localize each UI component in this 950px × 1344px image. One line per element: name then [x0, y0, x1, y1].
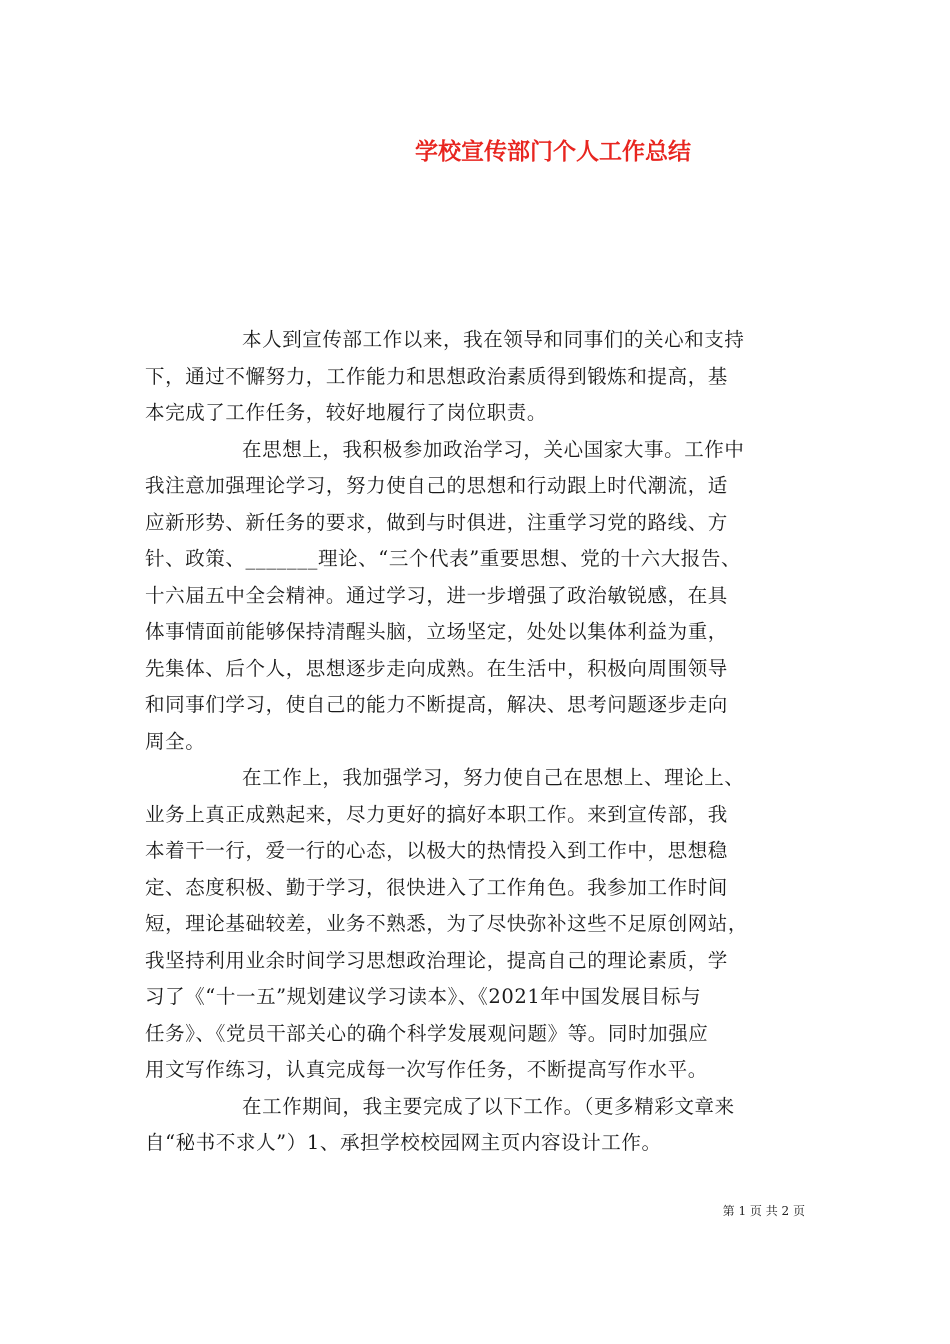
body-line: 定、态度积极、勤于学习，很快进入了工作角色。我参加工作时间 — [145, 875, 728, 899]
body-line: 我注意加强理论学习，努力使自己的思想和行动跟上时代潮流，适 — [145, 474, 728, 497]
body-line: 十六届五中全会精神。通过学习，进一步增强了政治敏锐感，在具 — [145, 583, 728, 607]
body-line: 业务上真正成熟起来，尽力更好的搞好本职工作。来到宣传部，我 — [145, 802, 728, 826]
body-line: 自“秘书不求人”）1、承担学校校园网主页内容设计工作。 — [145, 1131, 662, 1154]
body-line: 先集体、后个人，思想逐步走向成熟。在生活中，积极向周围领导 — [145, 656, 728, 680]
body-line: 周全。 — [145, 729, 206, 753]
page-number-footer: 第 1 页 共 2 页 — [722, 1204, 805, 1218]
body-line: 体事情面前能够保持清醒头脑，立场坚定，处处以集体利益为重， — [145, 620, 728, 643]
document-title: 学校宣传部门个人工作总结 — [415, 138, 691, 165]
body-line: 和同事们学习，使自己的能力不断提高，解决、思考问题逐步走向 — [145, 693, 728, 716]
body-line: 在工作上，我加强学习，努力使自己在思想上、理论上、 — [242, 766, 745, 789]
body-line: 针、政策、_______理论、“三个代表”重要思想、党的十六大报告、 — [145, 547, 742, 570]
body-line: 在思想上，我积极参加政治学习，关心国家大事。工作中 — [242, 437, 745, 461]
body-line: 用文写作练习，认真完成每一次写作任务，不断提高写作水平。 — [145, 1058, 708, 1081]
body-line: 习了《“十一五”规划建议学习读本》、《2021年中国发展目标与 — [145, 985, 702, 1008]
body-line: 应新形势、新任务的要求，做到与时俱进，注重学习党的路线、方 — [145, 510, 728, 534]
body-line: 在工作期间，我主要完成了以下工作。（更多精彩文章来 — [242, 1094, 735, 1118]
body-line: 我坚持利用业余时间学习思想政治理论，提高自己的理论素质，学 — [145, 948, 728, 972]
body-line: 短，理论基础较差，业务不熟悉，为了尽快弥补这些不足原创网站， — [145, 912, 749, 935]
body-line: 本完成了工作任务，较好地履行了岗位职责。 — [145, 401, 548, 424]
body-line: 本人到宣传部工作以来，我在领导和同事们的关心和支持 — [242, 328, 745, 351]
body-line: 下，通过不懈努力，工作能力和思想政治素质得到锻炼和提高，基 — [145, 364, 728, 388]
body-line: 任务》、《党员干部关心的确个科学发展观问题》等。同时加强应 — [145, 1021, 709, 1045]
document-body — [145, 322, 810, 1162]
body-line: 本着干一行，爱一行的心态，以极大的热情投入到工作中，思想稳 — [145, 839, 728, 862]
